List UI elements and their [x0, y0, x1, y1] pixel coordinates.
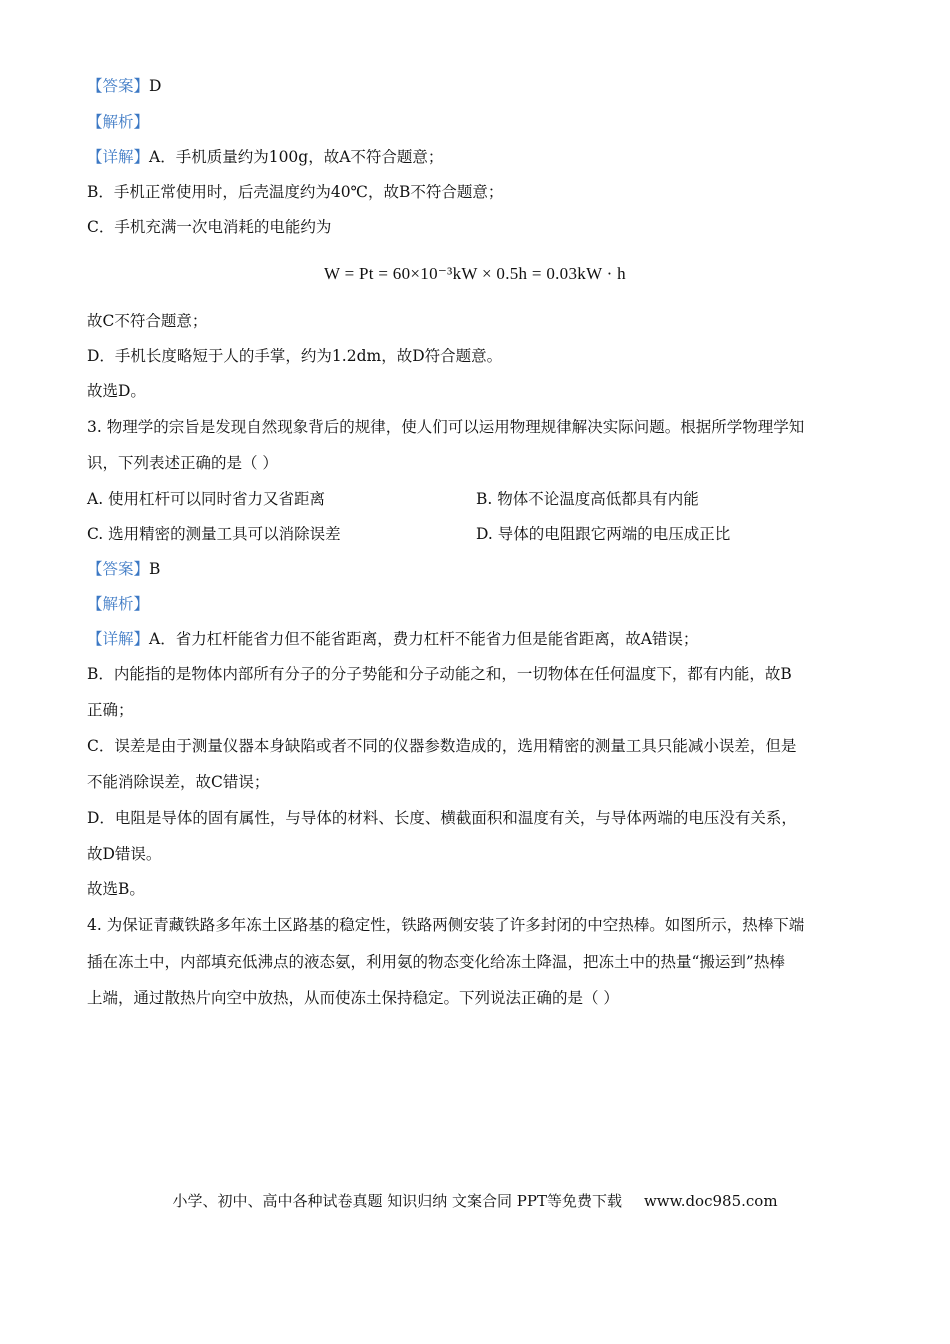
- analysis-tag: 【解析】: [87, 113, 150, 131]
- q3-detail-a: [87, 629, 867, 649]
- page-footer: [0, 1191, 950, 1211]
- answer-value: B: [149, 560, 161, 578]
- footer-url[interactable]: www.doc985.com: [643, 1192, 778, 1210]
- q2-detail-b: B．手机正常使用时，后壳温度约为40℃，故B不符合题意；: [87, 183, 504, 201]
- analysis-tag: 【解析】: [87, 595, 150, 613]
- q4-stem-line1: 4. 为保证青藏铁路多年冻土区路基的稳定性，铁路两侧安装了许多封闭的中空热棒。如图所示，热棒下端: [87, 916, 805, 934]
- q2-detail-c2: 故C不符合题意；: [87, 312, 208, 330]
- detail-text: A．省力杠杆能省力但不能省距离，费力杠杆不能省力但是能省距离，故A错误；: [149, 630, 699, 648]
- q3-detail-c2: 不能消除误差，故C错误；: [87, 773, 270, 791]
- q3-option-c: C. 选用精密的测量工具可以消除误差: [87, 525, 341, 543]
- q3-stem-line1: 3. 物理学的宗旨是发现自然现象背后的规律，使人们可以运用物理规律解决实际问题。根据所学物理学知: [87, 418, 805, 436]
- q2-analysis-tag: [87, 112, 867, 132]
- answer-tag: 【答案】: [87, 77, 150, 95]
- q3-detail-b2: 正确；: [87, 701, 134, 719]
- q3-option-a: A. 使用杠杆可以同时省力又省距离: [87, 490, 326, 508]
- q3-option-b: B. 物体不论温度高低都具有内能: [476, 490, 699, 508]
- q4-stem-line2: 插在冻土中，内部填充低沸点的液态氨，利用氨的物态变化给冻土降温，把冻土中的热量“搬运到”热棒: [87, 953, 785, 971]
- detail-text: A．手机质量约为100g，故A不符合题意；: [149, 148, 444, 166]
- answer-value: D: [149, 77, 162, 95]
- q4-stem-line3: 上端，通过散热片向空中放热，从而使冻土保持稳定。下列说法正确的是（ ）: [87, 989, 619, 1007]
- q2-conclusion: 故选D。: [87, 382, 146, 400]
- q3-stem-line2: 识，下列表述正确的是（ ）: [87, 454, 278, 472]
- detail-tag: 【详解】: [87, 148, 150, 166]
- q3-option-d: D. 导体的电阻跟它两端的电压成正比: [476, 525, 731, 543]
- q2-detail-a: [87, 147, 867, 167]
- q3-detail-d1: D．电阻是导体的固有属性，与导体的材料、长度、横截面积和温度有关，与导体两端的电压没有关系，: [87, 809, 797, 827]
- q3-analysis-tag: [87, 594, 867, 614]
- answer-tag: 【答案】: [87, 560, 150, 578]
- energy-formula: W = Pt = 60×10⁻³kW × 0.5h = 0.03kW · h: [324, 264, 626, 283]
- q3-detail-b1: B．内能指的是物体内部所有分子的分子势能和分子动能之和，一切物体在任何温度下，都有内能，故B: [87, 665, 792, 683]
- q3-conclusion: 故选B。: [87, 880, 145, 898]
- q2-detail-c: C．手机充满一次电消耗的电能约为: [87, 218, 332, 236]
- q3-answer-line: [87, 559, 867, 579]
- footer-text: 小学、初中、高中各种试卷真题 知识归纳 文案合同 PPT等免费下载: [172, 1192, 622, 1210]
- q2-detail-d: D．手机长度略短于人的手掌，约为1.2dm，故D符合题意。: [87, 347, 503, 365]
- detail-tag: 【详解】: [87, 630, 150, 648]
- q3-detail-c1: C．误差是由于测量仪器本身缺陷或者不同的仪器参数造成的，选用精密的测量工具只能减小误差，但是: [87, 737, 797, 755]
- q3-detail-d2: 故D错误。: [87, 845, 162, 863]
- q2-answer-line: [87, 76, 867, 96]
